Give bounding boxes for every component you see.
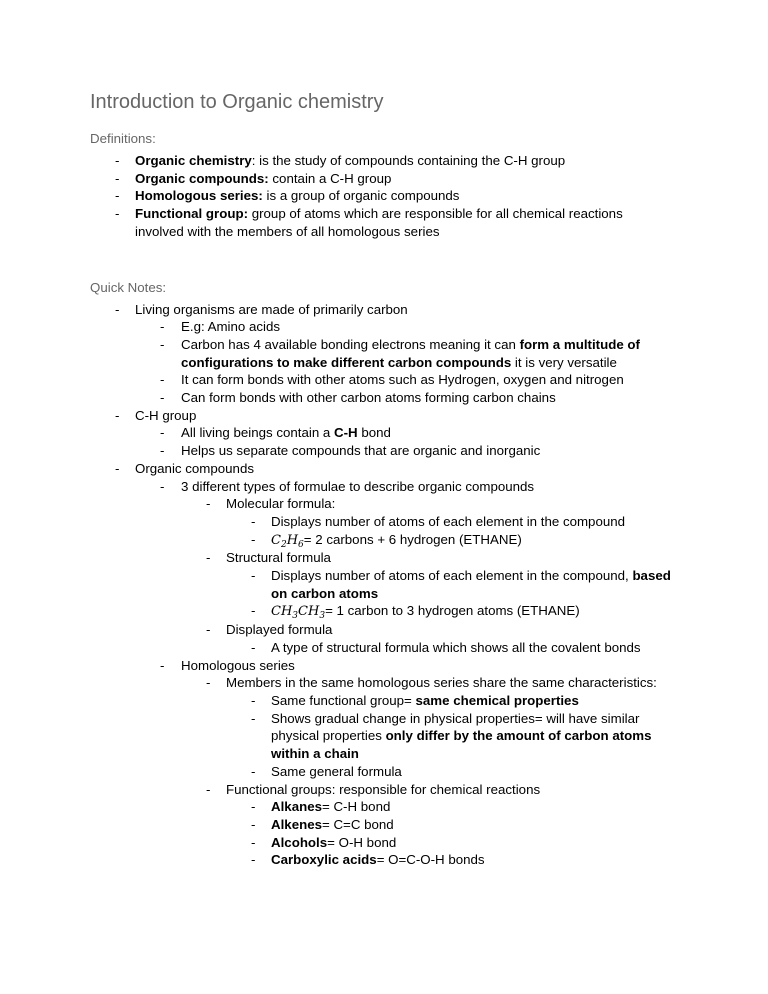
bullet-dash: -	[251, 799, 256, 815]
note-item	[90, 389, 690, 407]
bullet-dash: -	[251, 513, 256, 529]
bullet-dash: -	[206, 675, 211, 691]
bullet-dash: -	[251, 639, 256, 655]
note-item	[90, 495, 690, 513]
bullet-dash: -	[206, 622, 211, 638]
term: Homologous series:	[135, 188, 263, 204]
definition-text: group of atoms which are responsible for all chemical reactions involved with the members of all homologous series	[135, 206, 623, 239]
note-text: bond	[357, 425, 391, 441]
note-text: E.g: Amino acids	[181, 319, 281, 335]
definitions-heading: Definitions:	[90, 131, 156, 146]
group-name: Carboxylic acids	[271, 852, 377, 868]
definitions-list	[90, 152, 690, 241]
bullet-dash: -	[160, 425, 165, 441]
group-name: Alkenes	[271, 816, 322, 832]
functional-group-item	[90, 851, 690, 869]
structural-formula	[271, 604, 326, 622]
note-text: Same functional group=	[271, 692, 416, 708]
note-text: Displays number of atoms of each element in the compound,	[271, 568, 633, 584]
note-item	[90, 763, 690, 781]
note-item	[90, 513, 690, 531]
term: Functional group:	[135, 206, 249, 222]
note-text: Carbon has 4 available bonding electrons meaning it can	[181, 336, 520, 352]
definition-text: is a group of organic compounds	[262, 188, 460, 204]
bullet-dash: -	[251, 692, 256, 708]
note-text: = 1 carbon to 3 hydrogen atoms (ETHANE)	[325, 603, 580, 619]
note-item	[90, 781, 690, 799]
subscript: 3	[319, 611, 326, 622]
note-item	[90, 567, 690, 602]
bullet-dash: -	[160, 319, 165, 335]
document-page	[90, 90, 690, 869]
molecular-formula	[271, 533, 304, 548]
bullet-dash: -	[160, 443, 165, 459]
note-item	[90, 549, 690, 567]
group-bond: = O=C-O-H bonds	[376, 852, 485, 868]
note-item	[90, 478, 690, 496]
note-text: Members in the same homologous series share the same characteristics:	[226, 675, 657, 691]
group-bond: = C=C bond	[322, 816, 394, 832]
note-text: Living organisms are made of primarily carbon	[135, 301, 408, 317]
note-text: Molecular formula:	[226, 496, 336, 512]
bullet-dash: -	[251, 834, 256, 850]
note-emphasis: form a multitude of configurations to make different carbon compounds	[181, 336, 640, 370]
subscript: 6	[298, 539, 304, 550]
group-bond: = O-H bond	[327, 834, 397, 850]
note-text: Structural formula	[226, 550, 331, 566]
note-text: C-H group	[135, 407, 197, 423]
note-text: Same general formula	[271, 763, 402, 779]
bullet-dash: -	[251, 816, 256, 832]
note-item	[90, 442, 690, 460]
bullet-dash: -	[160, 336, 165, 352]
bullet-dash: -	[206, 550, 211, 566]
bullet-dash: -	[160, 372, 165, 388]
bullet-dash: -	[251, 603, 256, 619]
bullet-dash: -	[115, 301, 120, 317]
note-item	[90, 657, 690, 675]
note-text: Can form bonds with other carbon atoms forming carbon chains	[181, 390, 556, 406]
definition-item	[90, 152, 690, 170]
definition-text: : is the study of compounds containing the C-H group	[251, 153, 566, 168]
group-bond: = C-H bond	[322, 799, 391, 815]
bullet-dash: -	[160, 478, 165, 494]
note-text: Functional groups: responsible for chemical reactions	[226, 781, 541, 797]
bullet-dash: -	[115, 153, 120, 168]
note-item	[90, 602, 690, 621]
group-name: Alkanes	[271, 799, 322, 815]
note-text: = 2 carbons + 6 hydrogen (ETHANE)	[303, 531, 522, 547]
note-emphasis: based on carbon atoms	[271, 568, 671, 601]
note-item	[90, 531, 690, 550]
functional-group-item	[90, 816, 690, 834]
term: Organic compounds:	[135, 170, 269, 186]
note-item	[90, 371, 690, 389]
note-item	[90, 301, 690, 319]
group-ch: CH	[298, 604, 320, 620]
bullet-dash: -	[251, 852, 256, 868]
group-name: Alcohols	[271, 834, 328, 850]
note-item	[90, 407, 690, 425]
note-text: Shows gradual change in physical properties= will have similar physical properties	[271, 710, 640, 744]
note-text: it is very versatile	[511, 354, 617, 370]
element-h: H	[286, 532, 299, 548]
note-text: Displays number of atoms of each element in the compound	[271, 513, 626, 529]
bullet-dash: -	[115, 170, 120, 186]
note-text: A type of structural formula which shows all the covalent bonds	[271, 639, 641, 655]
note-item	[90, 336, 690, 371]
document-title: Introduction to Organic chemistry	[90, 91, 384, 113]
subscript: 3	[292, 611, 299, 622]
definition-text: contain a C-H group	[268, 170, 392, 186]
note-emphasis: C-H	[334, 425, 358, 441]
note-text: Displayed formula	[226, 622, 333, 638]
bullet-dash: -	[115, 407, 120, 423]
functional-group-item	[90, 798, 690, 816]
bullet-dash: -	[160, 657, 165, 673]
group-ch: CH	[271, 604, 293, 620]
note-item	[90, 639, 690, 657]
note-item	[90, 621, 690, 639]
note-item	[90, 674, 690, 692]
quick-notes-list	[90, 301, 690, 870]
note-item	[90, 318, 690, 336]
note-emphasis: only differ by the amount of carbon atoms within a chain	[271, 728, 652, 762]
bullet-dash: -	[251, 710, 256, 726]
bullet-dash: -	[115, 188, 120, 204]
element-c: C	[271, 532, 281, 548]
subscript: 2	[280, 539, 287, 550]
bullet-dash: -	[251, 531, 256, 547]
bullet-dash: -	[251, 763, 256, 779]
note-text: All living beings contain a	[181, 425, 335, 441]
bullet-dash: -	[206, 781, 211, 797]
note-text: It can form bonds with other atoms such as Hydrogen, oxygen and nitrogen	[181, 372, 624, 388]
note-item	[90, 460, 690, 478]
note-item	[90, 692, 690, 710]
definition-item	[90, 205, 690, 240]
bullet-dash: -	[115, 460, 120, 476]
definition-item	[90, 170, 690, 188]
note-text: Helps us separate compounds that are organic and inorganic	[181, 443, 541, 459]
bullet-dash: -	[251, 568, 256, 584]
note-item	[90, 710, 690, 763]
bullet-dash: -	[115, 206, 120, 222]
bullet-dash: -	[160, 390, 165, 406]
note-text: 3 different types of formulae to describe organic compounds	[181, 478, 535, 494]
note-item	[90, 424, 690, 442]
term: Organic chemistry	[135, 153, 252, 168]
functional-group-item	[90, 834, 690, 852]
definition-item	[90, 187, 690, 205]
quick-notes-heading: Quick Notes:	[90, 279, 167, 295]
note-text: Organic compounds	[135, 460, 254, 476]
note-emphasis: same chemical properties	[415, 692, 579, 708]
note-text: Homologous series	[181, 657, 295, 673]
bullet-dash: -	[206, 496, 211, 512]
